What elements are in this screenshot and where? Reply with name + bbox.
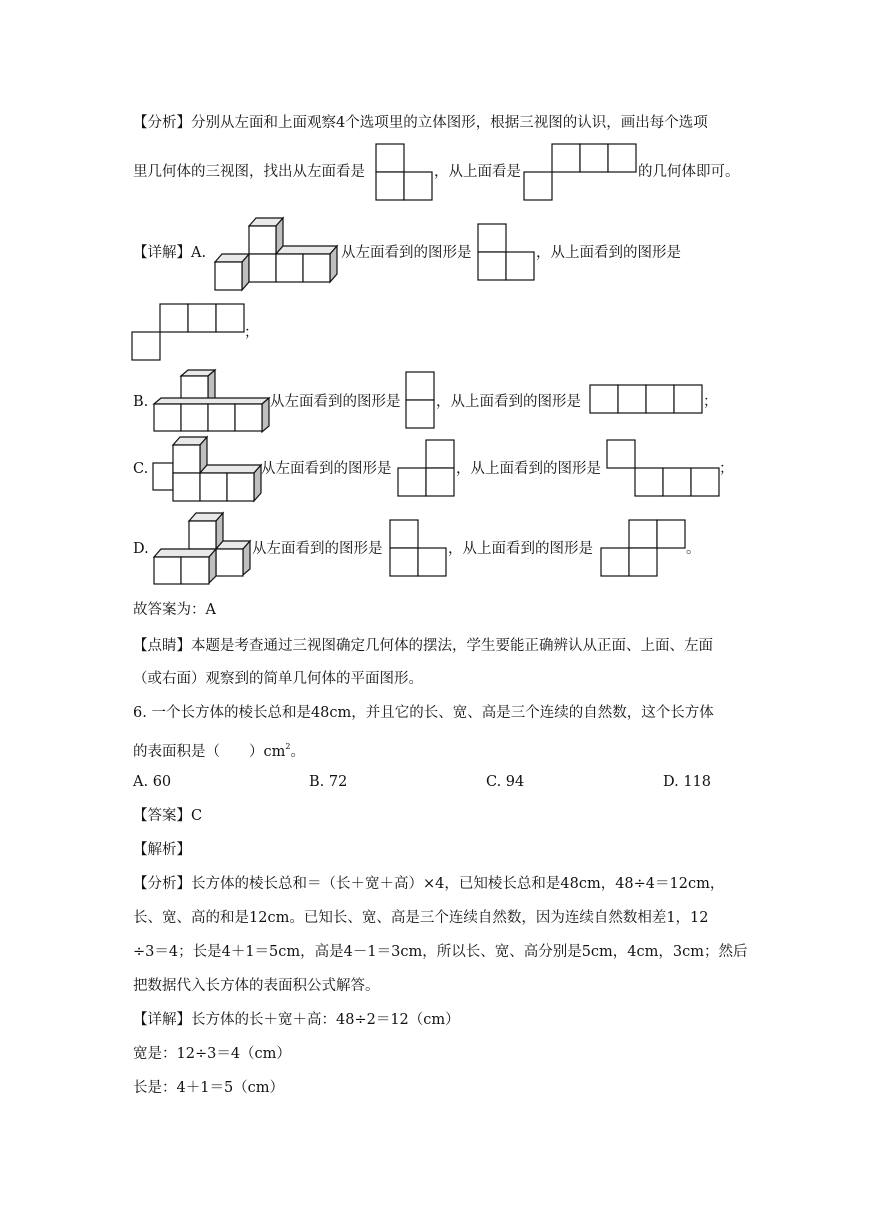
choice-d: D. 118 bbox=[663, 774, 712, 790]
detail-6-line-3: 长是：4＋1＝5（cm） bbox=[133, 1080, 285, 1096]
option-c-label: C. bbox=[133, 461, 149, 477]
option-c-left-label: 从左面看到的图形是 bbox=[261, 461, 392, 477]
option-d-top-label: ，从上面看到的图形是 bbox=[448, 541, 593, 557]
target-top-view-figure bbox=[524, 144, 640, 202]
analysis-line-1: 【分析】分别从左面和上面观察4个选项里的立体图形，根据三视图的认识，画出每个选项 bbox=[133, 115, 708, 131]
option-a-top-view-figure bbox=[132, 304, 248, 362]
option-b-label: B. bbox=[133, 394, 149, 410]
option-a-left-label: 从左面看到的图形是 bbox=[341, 245, 472, 261]
option-b-solid-figure bbox=[154, 370, 270, 432]
option-c-top-label: ，从上面看到的图形是 bbox=[456, 461, 601, 477]
option-b-top-label: ，从上面看到的图形是 bbox=[436, 394, 581, 410]
option-d-left-view-figure bbox=[390, 520, 448, 578]
option-d-top-view-figure bbox=[601, 520, 687, 578]
choice-a: A. 60 bbox=[133, 774, 172, 790]
option-b-top-view-figure bbox=[590, 385, 704, 415]
option-c-left-view-figure bbox=[398, 440, 456, 498]
question-6-line-2-post: 。 bbox=[290, 744, 305, 760]
option-d-solid-figure bbox=[154, 513, 254, 585]
comment-line-2: （或右面）观察到的简单几何体的平面图形。 bbox=[133, 671, 423, 687]
analysis-line-2-mid: ，从上面看是 bbox=[434, 164, 521, 180]
superscript-2: 2 bbox=[285, 742, 291, 751]
analysis-6-line-2: 长、宽、高的和是12cm。已知长、宽、高是三个连续自然数，因为连续自然数相差1，12 bbox=[133, 910, 709, 926]
option-c-semicolon: ； bbox=[719, 461, 734, 477]
option-b-left-view-figure bbox=[406, 372, 436, 430]
jiexi-heading: 【解析】 bbox=[133, 842, 191, 858]
question-6-line-2 bbox=[133, 737, 305, 762]
target-left-view-figure bbox=[376, 144, 434, 202]
option-a-solid-figure bbox=[215, 216, 341, 292]
answer-6: 【答案】C bbox=[133, 808, 203, 824]
choice-b: B. 72 bbox=[309, 774, 348, 790]
analysis-6-line-3: ÷3＝4；长是4＋1＝5cm，高是4－1＝3cm，所以长、宽、高分别是5cm，4cm，3cm；然后 bbox=[133, 944, 748, 960]
option-d-left-label: 从左面看到的图形是 bbox=[252, 541, 383, 557]
answer-line: 故答案为：A bbox=[133, 602, 216, 618]
detail-6-line-2: 宽是：12÷3＝4（cm） bbox=[133, 1046, 291, 1062]
analysis-line-2-pre: 里几何体的三视图，找出从左面看是 bbox=[133, 164, 365, 180]
analysis-line-2-post: 的几何体即可。 bbox=[638, 164, 740, 180]
option-b-left-label: 从左面看到的图形是 bbox=[270, 394, 401, 410]
option-a-semicolon: ； bbox=[244, 325, 259, 341]
option-d-period: 。 bbox=[686, 541, 701, 557]
question-6-line-2-pre: 的表面积是（ ）cm bbox=[133, 744, 286, 760]
option-d-label: D. bbox=[133, 541, 149, 557]
option-c-top-view-figure bbox=[607, 440, 723, 498]
choice-c: C. 94 bbox=[486, 774, 525, 790]
question-6-line-1: 6. 一个长方体的棱长总和是48cm，并且它的长、宽、高是三个连续的自然数，这个长方体 bbox=[133, 705, 714, 721]
comment-line-1: 【点睛】本题是考查通过三视图确定几何体的摆法，学生要能正确辨认从正面、上面、左面 bbox=[133, 638, 713, 654]
option-a-top-label: ，从上面看到的图形是 bbox=[536, 245, 681, 261]
option-b-semicolon: ； bbox=[703, 394, 718, 410]
detail-6-line-1: 【详解】长方体的长＋宽＋高：48÷2＝12（cm） bbox=[133, 1012, 460, 1028]
analysis-6-line-1: 【分析】长方体的棱长总和＝（长＋宽＋高）×4，已知棱长总和是48cm，48÷4＝12cm， bbox=[133, 876, 725, 892]
detail-prefix: 【详解】A. bbox=[133, 245, 207, 261]
option-c-solid-figure bbox=[153, 437, 263, 503]
option-a-left-view-figure bbox=[478, 224, 536, 282]
analysis-6-line-4: 把数据代入长方体的表面积公式解答。 bbox=[133, 978, 380, 994]
